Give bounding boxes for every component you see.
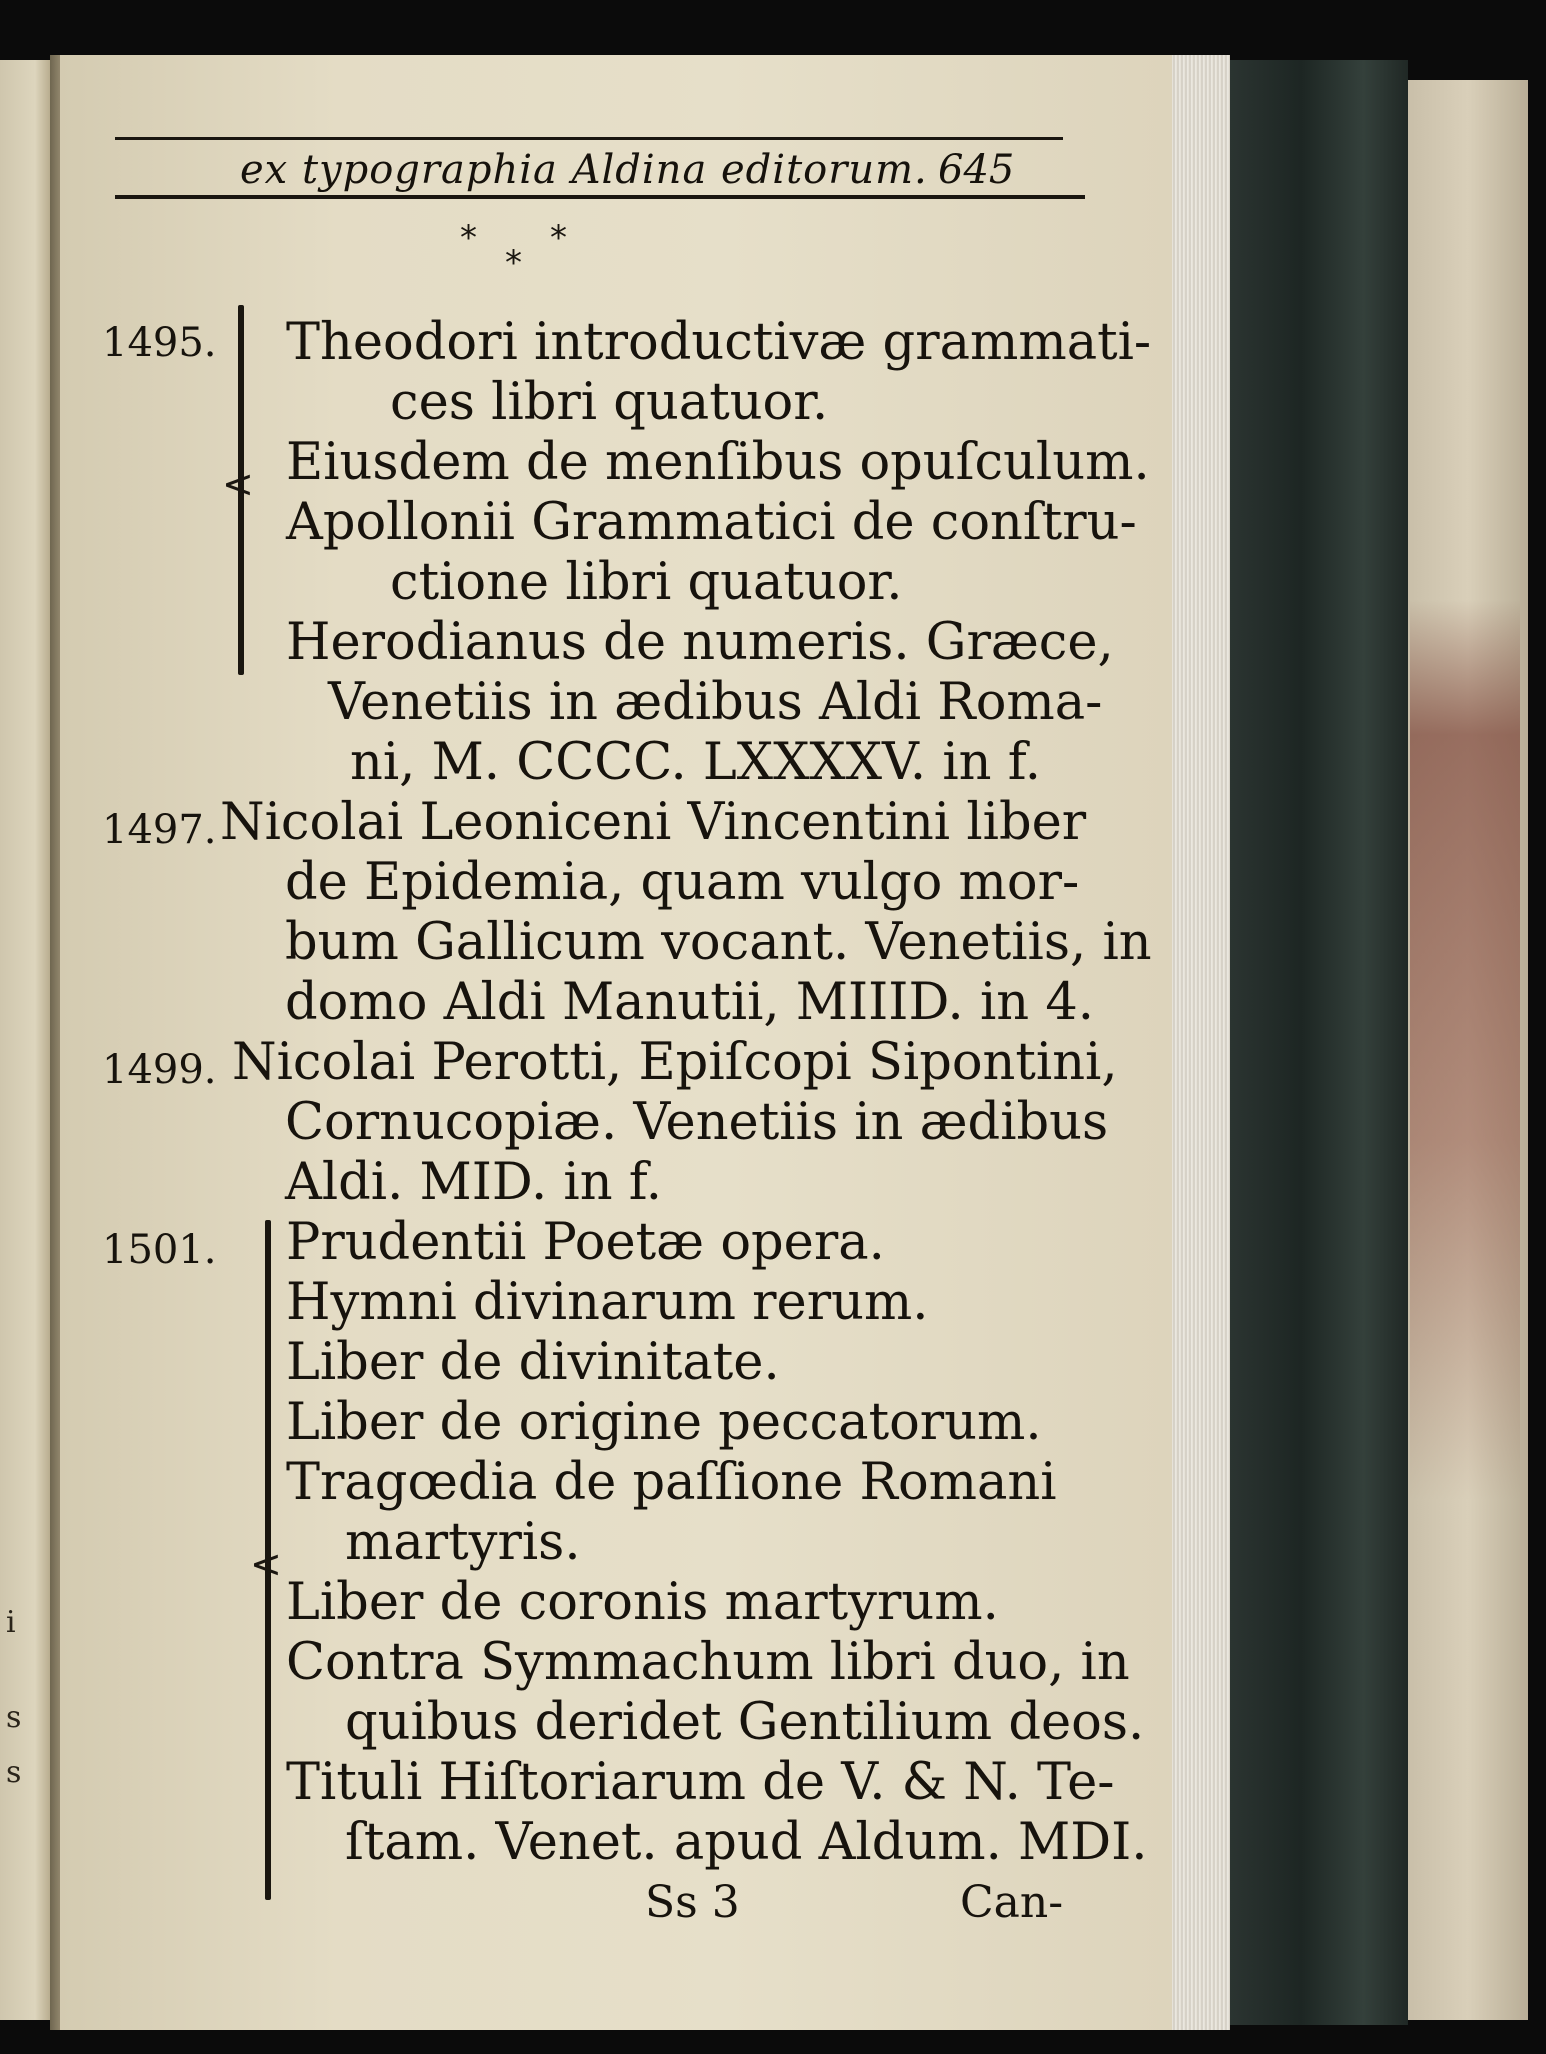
asterisk-icon: * xyxy=(505,243,522,283)
entry-line: Nicolai Leoniceni Vincentini liber xyxy=(220,793,1087,852)
entry-line: Venetiis in ædibus Aldi Roma- xyxy=(328,673,1103,732)
facing-page-text-fragments xyxy=(0,60,50,2020)
entry-line: Nicolai Perotti, Epiſcopi Sipontini, xyxy=(232,1033,1118,1092)
entry-year: 1499. xyxy=(102,1047,217,1093)
entry-year: 1501. xyxy=(102,1227,217,1273)
facing-page-edge xyxy=(0,60,50,2020)
page-edges xyxy=(1172,55,1230,2030)
signature-mark: Ss 3 xyxy=(645,1877,740,1928)
book-cover-edge xyxy=(1230,60,1408,2025)
entry-year: 1497. xyxy=(102,807,217,853)
fragment-letter: i xyxy=(6,1605,16,1640)
asterisk-icon: * xyxy=(550,218,567,258)
brace-point: < xyxy=(250,1542,282,1586)
entry-line: ctione libri quatuor. xyxy=(390,553,903,612)
brace-point: < xyxy=(222,462,254,506)
entry-line: Contra Symmachum libri duo, in xyxy=(286,1633,1130,1692)
entry-line: Herodianus de numeris. Græce, xyxy=(286,613,1114,672)
header-rule-top xyxy=(115,137,1063,140)
page-number: 645 xyxy=(938,147,1015,193)
entry-line: Tituli Hiſtoriarum de V. & N. Te- xyxy=(286,1753,1115,1812)
entry-line: domo Aldi Manutii, MIIID. in 4. xyxy=(285,973,1094,1032)
running-head: ex typographia Aldina editorum. xyxy=(240,147,928,193)
entry-line: Prudentii Poetæ opera. xyxy=(286,1213,885,1272)
entry-year: 1495. xyxy=(102,320,217,366)
board-stain xyxy=(1410,600,1520,1500)
header-rule-bottom xyxy=(115,195,1085,199)
fragment-letter: s xyxy=(6,1755,22,1790)
catchword: Can- xyxy=(960,1877,1064,1928)
entry-line: Liber de coronis martyrum. xyxy=(286,1573,999,1632)
entry-line: quibus deridet Gentilium deos. xyxy=(345,1693,1145,1752)
asterisk-icon: * xyxy=(460,218,477,258)
fragment-letter: s xyxy=(6,1700,22,1735)
entry-line: bum Gallicum vocant. Venetiis, in xyxy=(285,913,1152,972)
entry-line: martyris. xyxy=(345,1513,581,1572)
entry-line: Hymni divinarum rerum. xyxy=(286,1273,929,1332)
entry-line: Theodori introductivæ grammati- xyxy=(286,313,1152,372)
asterism-ornament xyxy=(460,218,620,288)
entry-line: ces libri quatuor. xyxy=(390,373,829,432)
entry-line: ſtam. Venet. apud Aldum. MDI. xyxy=(345,1813,1148,1872)
entry-line: Liber de origine peccatorum. xyxy=(286,1393,1042,1452)
entry-line: de Epidemia, quam vulgo mor- xyxy=(285,853,1080,912)
entry-line: Liber de divinitate. xyxy=(286,1333,780,1392)
entry-line: Tragœdia de paſſione Romani xyxy=(286,1453,1057,1512)
book-page xyxy=(60,55,1172,2030)
entry-line: Aldi. MID. in f. xyxy=(285,1153,663,1212)
entry-line: Cornucopiæ. Venetiis in ædibus xyxy=(285,1093,1109,1152)
entry-line: Eiusdem de menſibus opuſculum. xyxy=(286,433,1150,492)
entry-line: Apollonii Grammatici de conſtru- xyxy=(286,493,1137,552)
entry-line: ni, M. CCCC. LXXXXV. in f. xyxy=(350,733,1041,792)
